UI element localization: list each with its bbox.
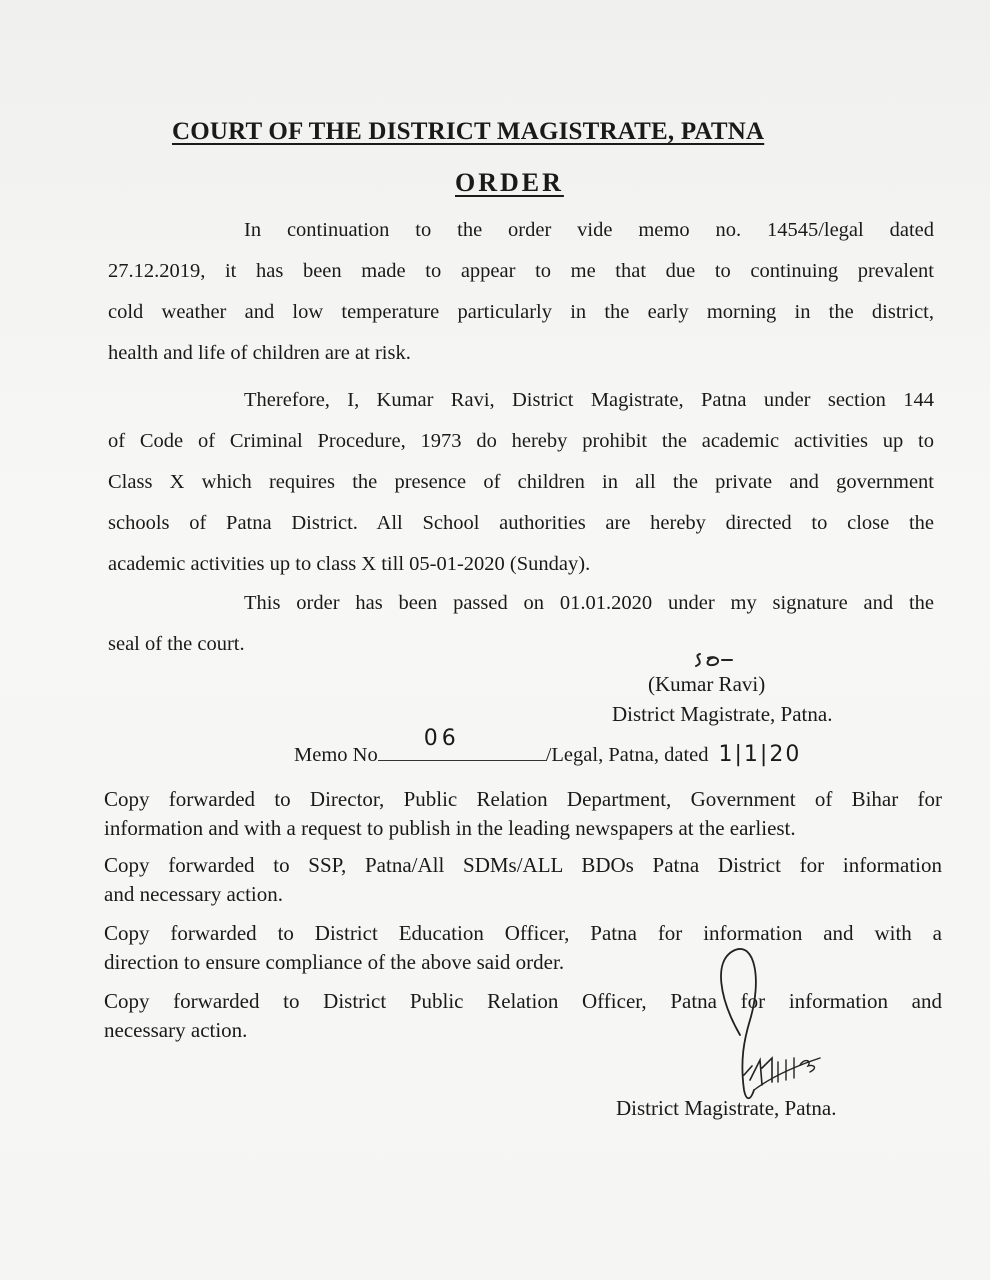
footer-designation: District Magistrate, Patna. xyxy=(616,1096,837,1120)
memo-date: 1|1|20 xyxy=(718,742,802,767)
copy-line: Copy forwarded to Director, Public Relation Department, Government of Bihar for xyxy=(104,787,942,811)
copy-line: Copy forwarded to SSP, Patna/All SDMs/ALL BDOs Patna District for information xyxy=(104,853,942,877)
paragraph-line: schools of Patna District. All School authorities are hereby directed to close the xyxy=(108,512,934,534)
signatory-name: (Kumar Ravi) xyxy=(648,672,766,696)
copy-forward-ssp xyxy=(104,851,942,909)
memo-suffix: /Legal, Patna, dated xyxy=(545,744,709,766)
copy-line: and necessary action. xyxy=(104,882,284,906)
paragraph-line: seal of the court. xyxy=(108,633,245,655)
copy-line: information and with a request to publish in the leading newspapers at the earliest. xyxy=(104,816,796,840)
memo-prefix: Memo No xyxy=(294,744,378,766)
paragraph-line: Class X which requires the presence of children in all the private and government xyxy=(108,471,934,493)
copy-line: Copy forwarded to District Education Officer, Patna for information and with a xyxy=(104,921,942,945)
copy-line: direction to ensure compliance of the above said order. xyxy=(104,950,565,974)
copy-line: necessary action. xyxy=(104,1018,248,1042)
copy-forward-director xyxy=(104,785,942,843)
paragraph-line: of Code of Criminal Procedure, 1973 do hereby prohibit the academic activities up to xyxy=(108,430,934,452)
signatory-designation: District Magistrate, Patna. xyxy=(612,702,833,726)
paragraph-line: 27.12.2019, it has been made to appear to me that due to continuing prevalent xyxy=(108,260,934,282)
paragraph-line: academic activities up to class X till 05-01-2020 (Sunday). xyxy=(108,553,591,575)
short-signature-mark xyxy=(692,644,762,674)
paragraph-continuation xyxy=(108,210,934,374)
order-title: ORDER xyxy=(455,168,564,197)
memo-number-blank xyxy=(378,726,546,761)
paragraph-line: Therefore, I, Kumar Ravi, District Magistrate, Patna under section 144 xyxy=(244,389,934,411)
paragraph-line: This order has been passed on 01.01.2020 under my signature and the xyxy=(244,592,934,614)
paragraph-line: health and life of children are at risk. xyxy=(108,342,411,364)
paragraph-line: cold weather and low temperature particularly in the early morning in the district, xyxy=(108,301,934,323)
court-title: COURT OF THE DISTRICT MAGISTRATE, PATNA xyxy=(172,118,765,145)
copy-line: Copy forwarded to District Public Relation Officer, Patna for information and xyxy=(104,989,942,1013)
paragraph-line: In continuation to the order vide memo no. 14545/legal dated xyxy=(244,219,934,241)
paragraph-passed xyxy=(108,583,934,665)
memo-number: 06 xyxy=(423,726,460,751)
paragraph-prohibition xyxy=(108,380,934,585)
memo-line xyxy=(294,726,802,767)
